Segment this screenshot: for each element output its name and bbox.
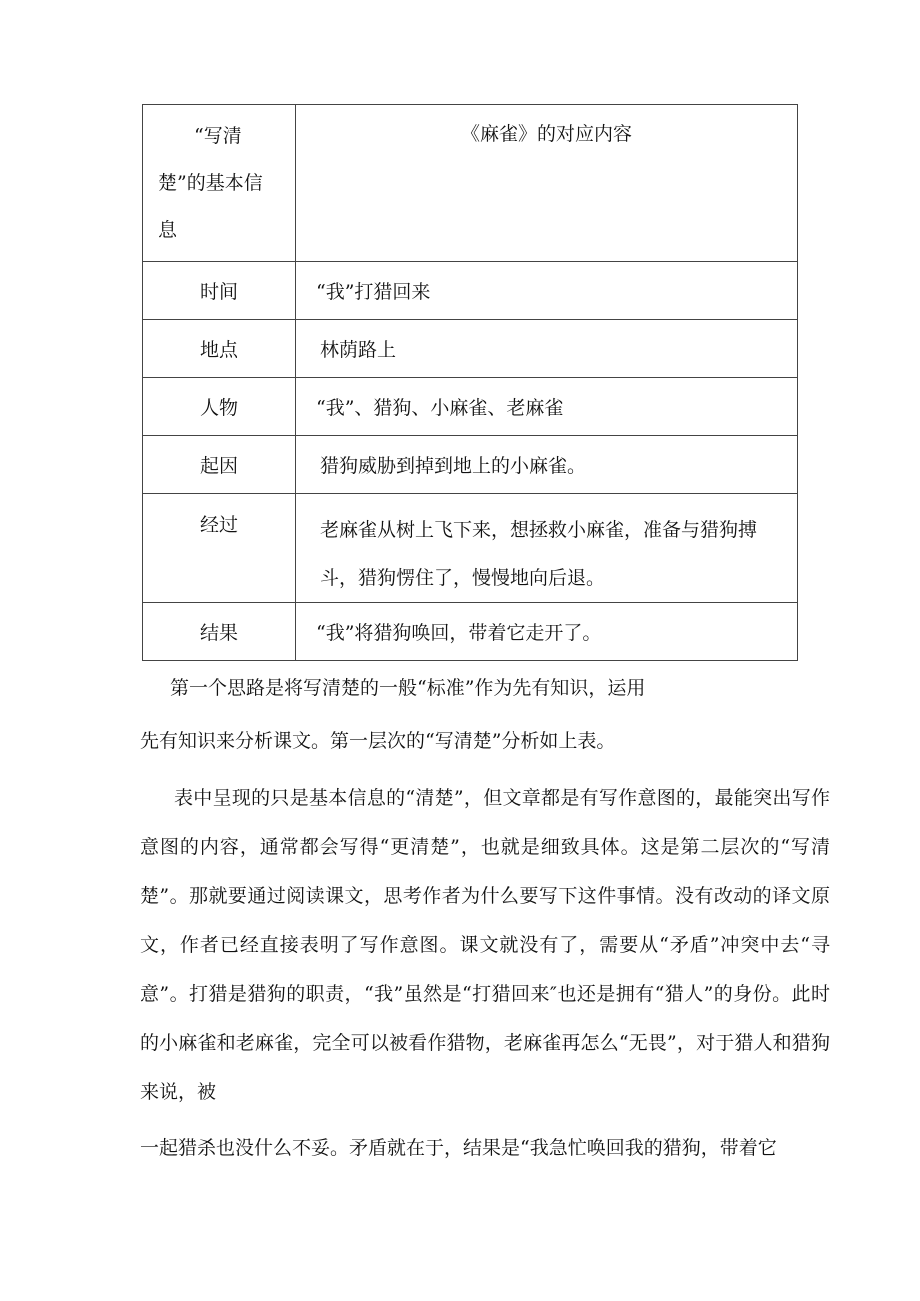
row-label-result: 结果 xyxy=(143,603,296,661)
row-value-result: “我”将猎狗唤回，带着它走开了。 xyxy=(296,603,798,661)
row-value-time: “我”打猎回来 xyxy=(296,262,798,320)
header-corresponding-content: 《麻雀》的对应内容 xyxy=(296,105,798,262)
table-row xyxy=(143,436,798,494)
table-row xyxy=(143,603,798,661)
row-value-process: 老麻雀从树上飞下来，想拯救小麻雀，准备与猎狗搏斗，猎狗愣住了，慢慢地向后退。 xyxy=(296,494,798,603)
info-table xyxy=(142,104,798,661)
table-row xyxy=(143,320,798,378)
row-label-process: 经过 xyxy=(143,494,296,603)
paragraph-1-line-1: 第一个思路是将写清楚的一般“标准”作为先有知识，运用 xyxy=(170,677,646,699)
paragraph-1-line-2: 先有知识来分析课文。第一层次的“写清楚”分析如上表。 xyxy=(140,730,616,752)
table-row xyxy=(143,494,798,603)
row-label-place: 地点 xyxy=(143,320,296,378)
row-value-cause: 猎狗威胁到掉到地上的小麻雀。 xyxy=(296,436,798,494)
table-row xyxy=(143,262,798,320)
header-basic-info: “写清楚”的基本信息 xyxy=(143,105,296,262)
table-row xyxy=(143,378,798,436)
row-label-cause: 起因 xyxy=(143,436,296,494)
table-header-row xyxy=(143,105,798,262)
row-label-time: 时间 xyxy=(143,262,296,320)
paragraph-3: 一起猎杀也没什么不妥。矛盾就在于，结果是“我急忙唤回我的猎狗，带着它 xyxy=(140,1137,777,1159)
row-label-characters: 人物 xyxy=(143,378,296,436)
row-value-place: 林荫路上 xyxy=(296,320,798,378)
paragraph-2: 表中呈现的只是基本信息的“清楚”，但文章都是有写作意图的，最能突出写作意图的内容，通常都会写得“更清楚”，也就是细致具体。这是第二层次的“写清楚”。那就要通过阅读课文，思考作者为什么要写下这件事情。没有改动的译文原文，作者已经直接表明了写作意图。课文就没有了，需要从“矛盾”冲突中去“寻意”。打猎是猎狗的职责，“我”虽然是“打猎回来″也还是拥有“猎人”的身份。此时的小麻雀和老麻雀，完全可以被看作猎物，老麻雀再怎么“无畏”，对于猎人和猎狗来说，被 xyxy=(140,787,830,1103)
row-value-characters: “我”、猎狗、小麻雀、老麻雀 xyxy=(296,378,798,436)
